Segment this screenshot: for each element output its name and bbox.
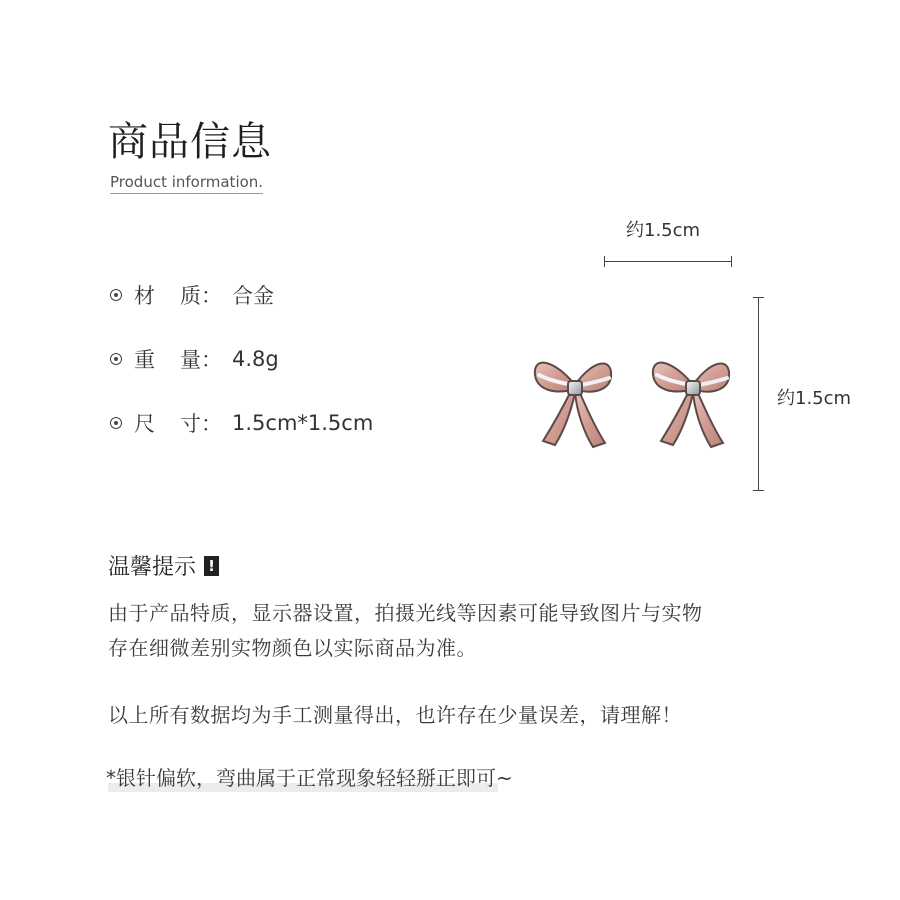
spec-label: 材 质： [134,284,222,308]
spec-value: 1.5cm*1.5cm [232,411,374,435]
tips-paragraph-1: 由于产品特质，显示器设置，拍摄光线等因素可能导致图片与实物 存在细微差别实物颜色以实际商品为准。 [108,601,703,660]
spec-material [110,280,274,310]
warning-icon: ! [204,556,219,576]
spec-label: 重 量： [134,348,222,372]
bullet-icon [110,289,122,301]
spec-label: 尺 寸： [134,412,222,436]
page-title: 商品信息 [108,119,272,165]
bullet-icon [110,417,122,429]
bow-earrings-image [525,340,740,455]
tips-note: *银针偏软，弯曲属于正常现象轻轻掰正即可~ [106,766,513,790]
page-subtitle: Product information. [110,173,263,194]
dimension-width-line [604,261,732,262]
tips-title: 温馨提示 ! [108,550,219,581]
spec-value: 4.8g [232,347,279,371]
dimension-height-line [758,297,759,491]
bullet-icon [110,353,122,365]
tips-paragraph-2: 以上所有数据均为手工测量得出，也许存在少量误差，请理解！ [108,703,682,727]
dimension-width-label: 约1.5cm [626,220,701,241]
spec-size [110,408,373,438]
spec-weight [110,344,279,374]
dimension-height-label: 约1.5cm [777,388,852,409]
spec-value: 合金 [232,284,274,308]
